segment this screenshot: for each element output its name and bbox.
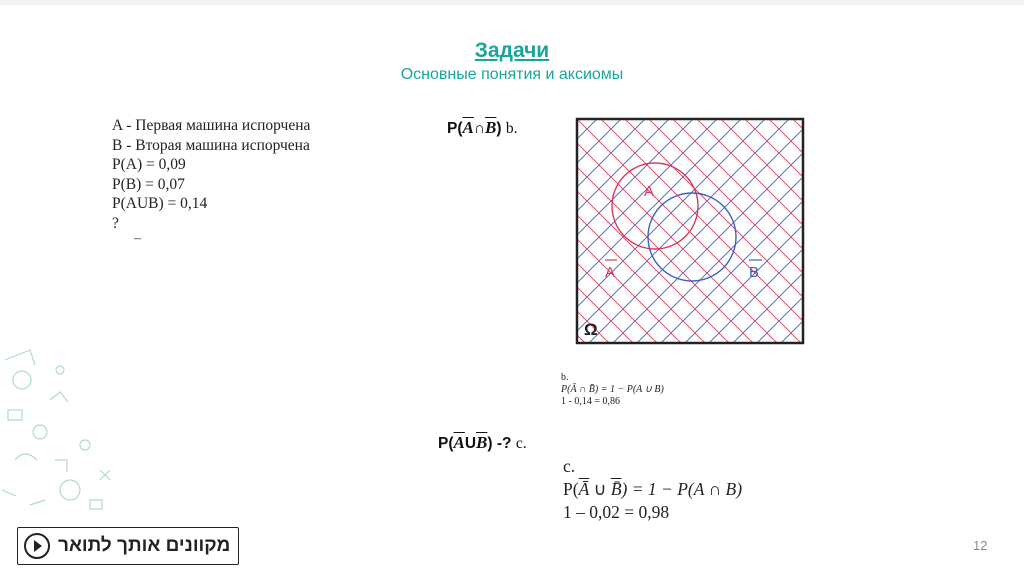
given-line: P(A) = 0,09 [112, 156, 186, 173]
given-line: A - Первая машина испорчена [112, 117, 311, 134]
label-omega: Ω [584, 320, 598, 339]
solution-c-a: $\overline{Ā}$ [578, 479, 590, 499]
play-circle-icon [24, 533, 50, 559]
blue-hatch-line [575, 117, 623, 345]
solution-c-b: B̄ [610, 479, 622, 499]
solution-b-prefix: P( [561, 384, 571, 395]
question-b [447, 118, 518, 138]
question-c-op: U [464, 435, 477, 452]
question-c-suffix: ) -? [487, 435, 512, 452]
question-c [438, 433, 527, 453]
solution-c-rest: ) = 1 − P(A ∩ B) [621, 479, 743, 499]
solution-c-prefix: P( [563, 479, 579, 499]
red-hatch-line [599, 117, 805, 345]
solution-b-line1: b. [561, 372, 569, 383]
question-b-tag: b. [505, 120, 518, 137]
solution-c-line3: 1 – 0,02 = 0,98 [563, 502, 670, 522]
given-line: B - Вторая машина испорчена [112, 136, 310, 154]
label-b-bar: B [749, 264, 760, 281]
slide-subtitle: Основные понятия и аксиомы [400, 66, 624, 83]
blue-hatch-line [575, 117, 767, 345]
solution-c-line1: c. [563, 456, 576, 476]
red-hatch-line [719, 117, 805, 345]
solution-c-op: ∪ [589, 479, 611, 499]
red-hatch-line [575, 117, 791, 345]
blue-hatch-line [575, 117, 791, 345]
solution-b-line2 [561, 384, 664, 396]
label-a-bar: A [605, 264, 616, 281]
page-number: 12 [973, 538, 988, 553]
red-hatch-line [671, 117, 805, 345]
venn-diagram [575, 117, 805, 345]
solution-b-rest: ) = 1 − P(A ∪ B) [594, 384, 664, 395]
blue-hatch-line [599, 117, 805, 345]
dash-mark: – [134, 231, 141, 246]
question-b-b-bar: $\overline{B}$ [485, 118, 497, 137]
top-border [0, 0, 1024, 5]
question-c-a-bar: $\overline{A}$ [453, 433, 465, 452]
blue-hatch-line [743, 117, 805, 345]
given-conditions [112, 116, 310, 233]
question-b-prefix: P( [447, 120, 463, 137]
given-line: P(AUB) = 0,14 [112, 195, 208, 212]
question-b-a-bar: $\overline{A}$ [462, 118, 474, 137]
given-line: P(B) = 0,07 [112, 175, 185, 193]
red-hatch-line [743, 117, 805, 345]
set-b-circle [648, 193, 736, 281]
solution-b-a: Ā [570, 384, 577, 395]
question-c-prefix: P( [438, 435, 454, 452]
red-hatch-line [695, 117, 805, 345]
label-a: A [644, 183, 655, 200]
given-line: ? [112, 214, 119, 232]
blue-hatch-line [695, 117, 805, 345]
red-hatch-line [575, 117, 599, 345]
blue-hatch-line [575, 117, 599, 345]
solution-b-op: ∩ [576, 384, 589, 395]
decorative-doodles [0, 340, 140, 520]
solution-b [561, 372, 664, 408]
brand-logo [17, 527, 239, 565]
solution-b-line3: 1 - 0,14 = 0,86 [561, 396, 620, 407]
slide-title: Задачи [474, 39, 550, 62]
question-b-suffix: ) [496, 120, 502, 137]
question-c-tag: c. [515, 435, 527, 452]
question-c-b-bar: $\overline{B}$ [476, 433, 488, 452]
solution-c [563, 455, 742, 524]
solution-b-b: B̄ [588, 384, 595, 395]
question-b-op: ∩ [473, 120, 486, 137]
solution-c-line2 [563, 478, 742, 501]
logo-text: מקוונים אותך לתואר [58, 535, 231, 556]
red-hatch-line [575, 117, 767, 345]
title-block [0, 38, 1024, 86]
set-a-circle [612, 163, 698, 249]
blue-hatch-line [719, 117, 805, 345]
red-hatch-line [575, 117, 623, 345]
